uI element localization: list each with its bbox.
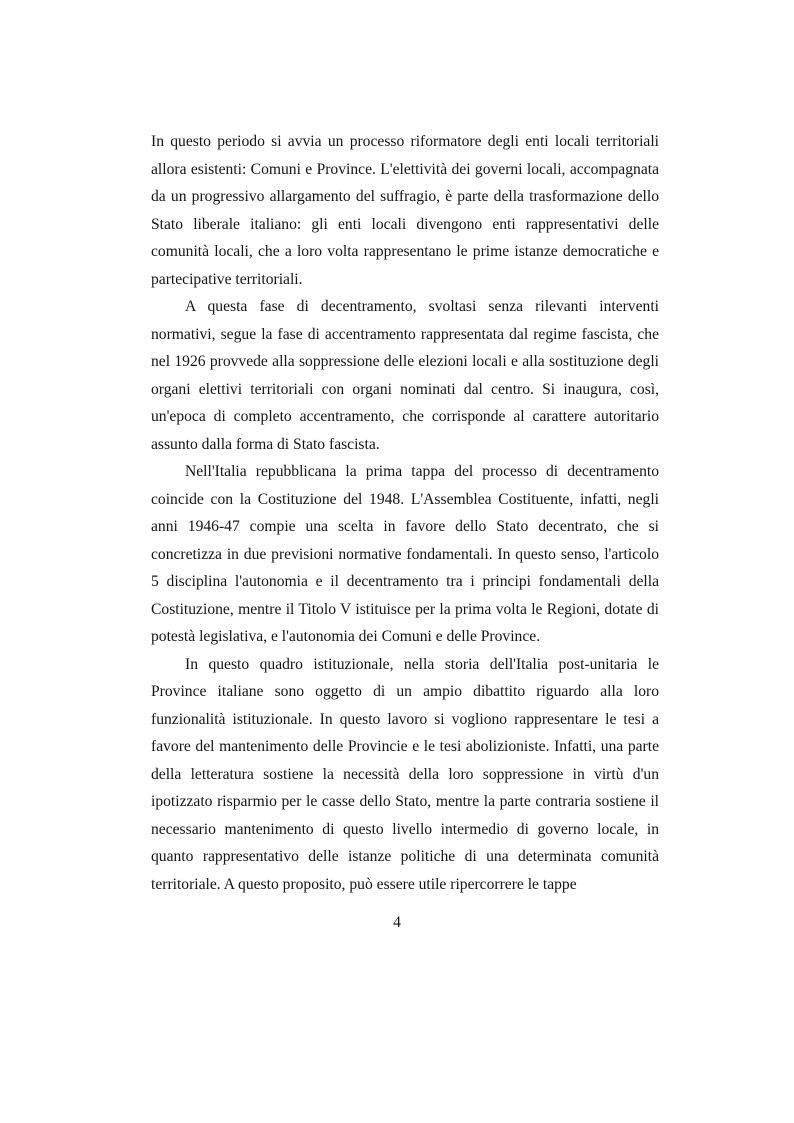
paragraph-3: Nell'Italia repubblicana la prima tappa del processo di decentramento coincide con la Costituzione del 1948. L'Assemblea Costituente, infatti, negli anni 1946-47 compie una scelta in favore dello Stato decentrato, che si concretizza in due previsioni normative fondamentali. In questo senso, l'articolo 5 disciplina l'autonomia e il decentramento tra i principi fondamentali della Costituzione, mentre il Titolo V istituisce per la prima volta le Regioni, dotate di potestà legislativa, e l'autonomia dei Comuni e delle Province.: [151, 463, 659, 645]
paragraph-2: A questa fase di decentramento, svoltasi senza rilevanti interventi normativi, segue la fase di accentramento rappresentata dal regime fascista, che nel 1926 provvede alla soppressione delle elezioni locali e alla sostituzione degli organi elettivi territoriali con organi nominati dal centro. Si inaugura, così, un'epoca di completo accentramento, che corrisponde al carattere autoritario assunto dalla forma di Stato fascista.: [151, 298, 659, 453]
page-number: 4: [393, 914, 401, 931]
paragraph-4: In questo quadro istituzionale, nella storia dell'Italia post-unitaria le Province italiane sono oggetto di un ampio dibattito riguardo alla loro funzionalità istituzionale. In questo lavoro si vogliono rappresentare le tesi a favore del mantenimento delle Provincie e le tesi abolizioniste. Infatti, una parte della letteratura sostiene la necessità della loro soppressione in virtù d'un ipotizzato risparmio per le casse dello Stato, mentre la parte contraria sostiene il necessario mantenimento di questo livello intermedio di governo locale, in quanto rappresentativo delle istanze politiche di una determinata comunità territoriale. A questo proposito, può essere utile ripercorrere le tappe: [151, 655, 659, 893]
body-text: [151, 128, 659, 898]
paragraph-1: In questo periodo si avvia un processo riformatore degli enti locali territoriali allora esistenti: Comuni e Province. L'elettività dei governi locali, accompagnata da un progressivo allargamento del suffragio, è parte della trasformazione dello Stato liberale italiano: gli enti locali divengono enti rappresentativi delle comunità locali, che a loro volta rappresentano le prime istanze democratiche e partecipative territoriali.: [151, 133, 659, 288]
